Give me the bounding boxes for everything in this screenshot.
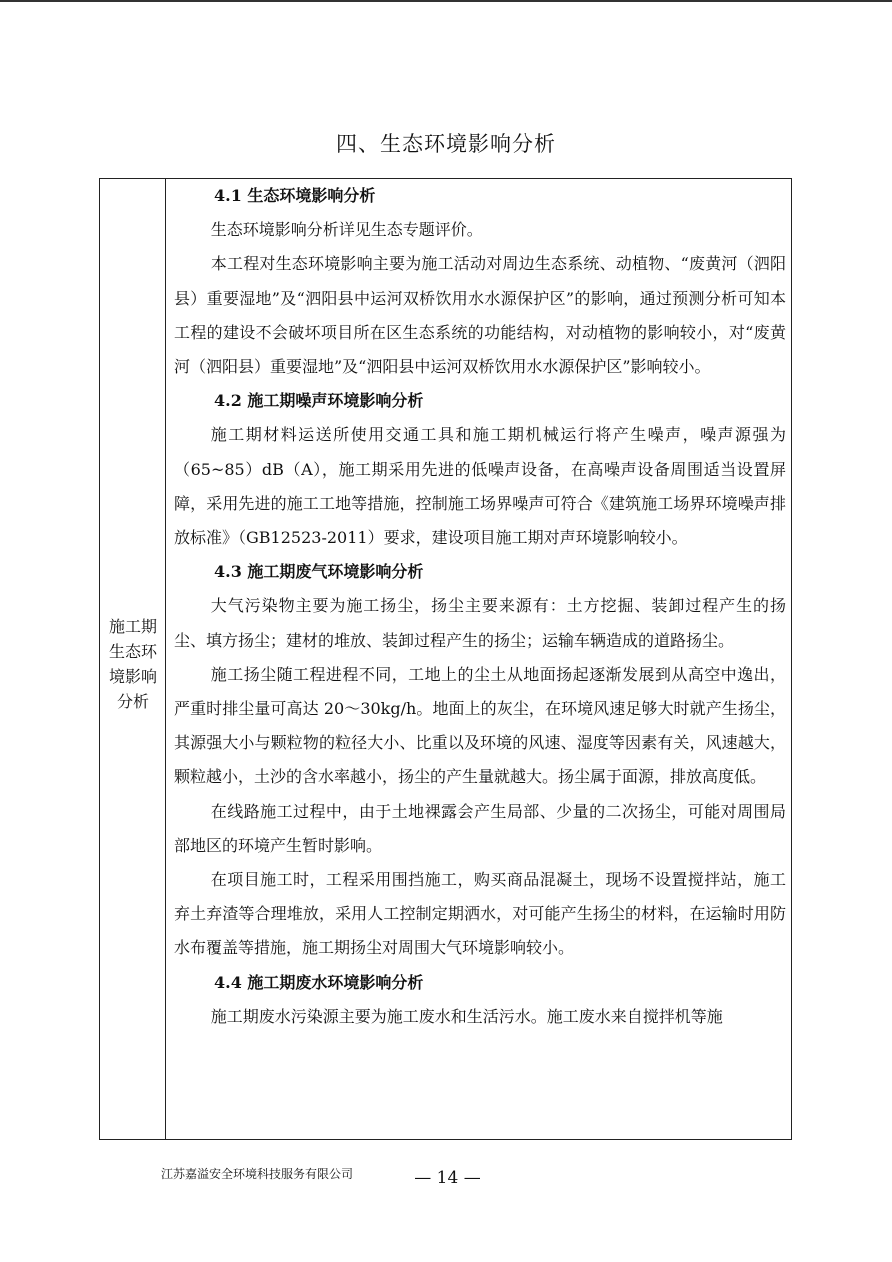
row-label-line: 分析 bbox=[116, 692, 149, 711]
row-label-cell bbox=[100, 179, 166, 1139]
row-label-line: 生态环 bbox=[108, 642, 157, 661]
paragraph: 生态环境影响分析详见生态专题评价。 bbox=[210, 220, 483, 240]
row-label bbox=[102, 614, 164, 714]
paragraph: 在项目施工时，工程采用围挡施工，购买商品混凝土，现场不设置搅拌站，施工弃土弃渣等合理堆放，采用人工控制定期洒水，对可能产生扬尘的材料，在运输时用防水布覆盖等措施，施工期扬尘对周围大气环境影响较小。 bbox=[174, 870, 786, 958]
row-label-line: 境影响 bbox=[108, 667, 157, 686]
row-label-line: 施工期 bbox=[108, 617, 157, 636]
content-cell bbox=[174, 179, 786, 1034]
section-heading: 4.4 施工期废水环境影响分析 bbox=[214, 972, 424, 992]
analysis-table bbox=[99, 178, 792, 1140]
paragraph: 施工期废水污染源主要为施工废水和生活污水。施工废水来自搅拌机等施 bbox=[210, 1006, 723, 1026]
page-title: 四、生态环境影响分析 bbox=[336, 132, 556, 156]
paragraph: 大气污染物主要为施工扬尘，扬尘主要来源有：土方挖掘、装卸过程产生的扬尘、填方扬尘；建材的堆放、装卸过程产生的扬尘；运输车辆造成的道路扬尘。 bbox=[174, 596, 786, 650]
paragraph: 施工扬尘随工程进程不同，工地上的尘土从地面扬起逐渐发展到从高空中逸出，严重时排尘量可高达 20～30kg/h。地面上的灰尘，在环境风速足够大时就产生扬尘，其源强大小与颗粒物的粒径大小、比重以及环境的风速、湿度等因素有关，风速越大，颗粒越小，土沙的含水率越小，扬尘的产生量就越大。扬尘属于面源，排放高度低。 bbox=[174, 664, 786, 787]
page-number: — 14 — bbox=[414, 1168, 481, 1188]
top-border-line bbox=[0, 0, 892, 2]
section-heading: 4.3 施工期废气环境影响分析 bbox=[214, 562, 424, 582]
paragraph: 施工期材料运送所使用交通工具和施工期机械运行将产生噪声，噪声源强为（65~85）dB（A），施工期采用先进的低噪声设备，在高噪声设备周围适当设置屏障，采用先进的施工工地等措施，控制施工场界噪声可符合《建筑施工场界环境噪声排放标准》（GB12523-2011）要求，建设项目施工期对声环境影响较小。 bbox=[174, 425, 786, 548]
paragraph: 本工程对生态环境影响主要为施工活动对周边生态系统、动植物、“废黄河（泗阳县）重要湿地”及“泗阳县中运河双桥饮用水水源保护区”的影响，通过预测分析可知本工程的建设不会破坏项目所在区生态系统的功能结构，对动植物的影响较小，对“废黄河（泗阳县）重要湿地”及“泗阳县中运河双桥饮用水水源保护区”影响较小。 bbox=[174, 254, 786, 377]
paragraph: 在线路施工过程中，由于土地裸露会产生局部、少量的二次扬尘，可能对周围局部地区的环境产生暂时影响。 bbox=[174, 801, 786, 855]
section-heading: 4.2 施工期噪声环境影响分析 bbox=[214, 391, 424, 411]
section-heading: 4.1 生态环境影响分析 bbox=[214, 186, 376, 205]
footer-company: 江苏嘉溢安全环境科技服务有限公司 bbox=[161, 1167, 354, 1181]
